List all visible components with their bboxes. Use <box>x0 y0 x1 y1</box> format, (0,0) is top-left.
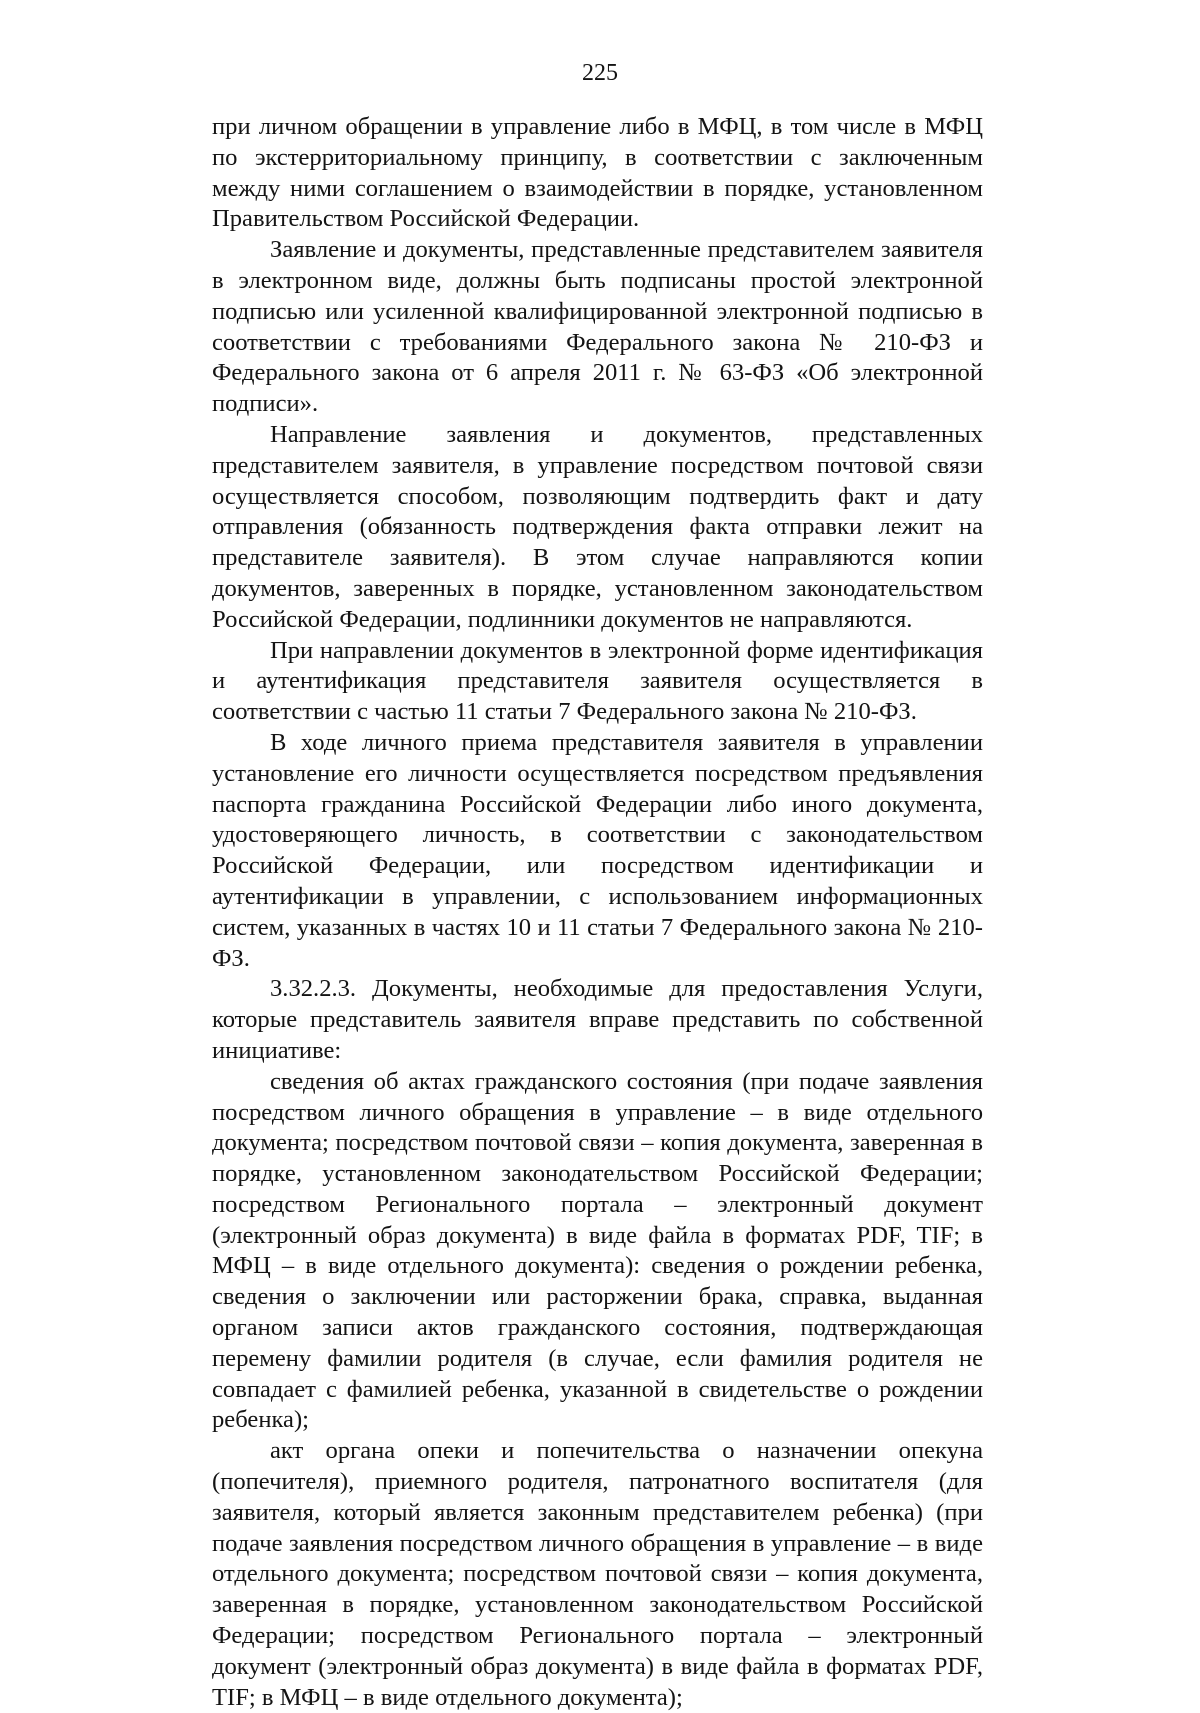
paragraph-8: акт органа опеки и попечительства о назначении опекуна (попечителя), приемного родителя, патронатного воспитателя (для заявителя, который является законным представителем ребенка) (при подаче заявления посредством личного обращения в управление – в виде отдельного документа; посредством почтовой связи – копия документа, заверенная в порядке, установленном законодательством Российской Федерации; посредством Регионального портала – электронный документ (электронный образ документа) в виде файла в форматах PDF, TIF; в МФЦ – в виде отдельного документа); <box>212 1437 983 1711</box>
paragraph-5: В ходе личного приема представителя заявителя в управлении установление его личности осуществляется посредством предъявления паспорта гражданина Российской Федерации либо иного документа, удостоверяющего личность, в соответствии с законодательством Российской Федерации, или посредством идентификации и аутентификации в управлении, с использованием информационных систем, указанных в частях 10 и 11 статьи 7 Федерального закона № 210-ФЗ. <box>212 728 983 972</box>
paragraph-3: Направление заявления и документов, представленных представителем заявителя, в управление посредством почтовой связи осуществляется способом, позволяющим подтвердить факт и дату отправления (обязанность подтверждения факта отправки лежит на представителе заявителя). В этом случае направляются копии документов, заверенных в порядке, установленном законодательством Российской Федерации, подлинники документов не направляются. <box>212 420 983 633</box>
paragraph-1: при личном обращении в управление либо в МФЦ, в том числе в МФЦ по экстерриториальному принципу, в соответствии с заключенным между ними соглашением о взаимодействии в порядке, установленном Правительством Российской Федерации. <box>212 113 983 233</box>
paragraph-7: сведения об актах гражданского состояния (при подаче заявления посредством личного обращения в управление – в виде отдельного документа; посредством почтовой связи – копия документа, заверенная в порядке, установленном законодательством Российской Федерации; посредством Регионального портала – электронный документ (электронный образ документа) в виде файла в форматах PDF, TIF; в МФЦ – в виде отдельного документа): сведения о рождении ребенка, сведения о заключении или расторжении брака, справка, выданная органом записи актов гражданского состояния, подтверждающая перемену фамилии родителя (в случае, если фамилия родителя не совпадает с фамилией ребенка, указанной в свидетельстве о рождении ребенка); <box>212 1067 983 1434</box>
document-body <box>212 112 983 1713</box>
paragraph-2: Заявление и документы, представленные представителем заявителя в электронном виде, должны быть подписаны простой электронной подписью или усиленной квалифицированной электронной подписью в соответствии с требованиями Федерального закона № 210-ФЗ и Федерального закона от 6 апреля 2011 г. № 63-ФЗ «Об электронной подписи». <box>212 236 983 418</box>
paragraph-6: 3.32.2.3. Документы, необходимые для предоставления Услуги, которые представитель заявителя вправе представить по собственной инициативе: <box>212 975 983 1064</box>
paragraph-4: При направлении документов в электронной форме идентификация и аутентификация представителя заявителя осуществляется в соответствии с частью 11 статьи 7 Федерального закона № 210-ФЗ. <box>212 636 983 726</box>
page-number: 225 <box>582 60 618 86</box>
